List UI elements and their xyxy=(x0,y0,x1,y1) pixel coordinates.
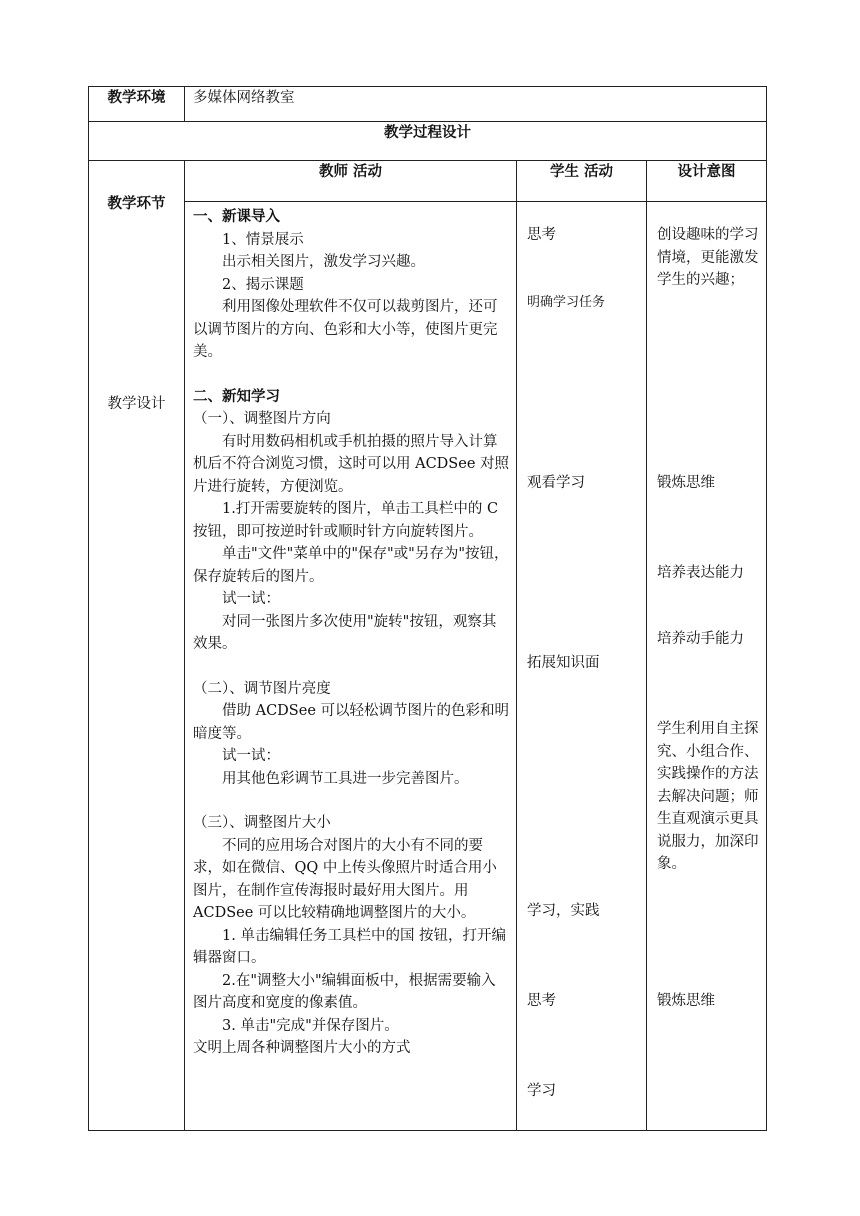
column-header-row xyxy=(89,161,767,202)
teacher-paragraph: （三）、调整图片大小 xyxy=(193,815,331,831)
student-item: 拓展知识面 xyxy=(527,655,600,671)
teacher-paragraph: 1、情景展示 xyxy=(222,231,304,248)
student-item: 明确学习任务 xyxy=(527,295,606,310)
teacher-paragraph: 不同的应用场合对图片的大小有不同的要求，如在微信、QQ 中上传头像照片时适合用小图片，在制作宣传海报时最好用大图片。用 ACDSee 可以比较精确地调整图片的大小。 xyxy=(193,837,497,921)
student-item: 思考 xyxy=(527,993,556,1009)
student-activity-cell xyxy=(517,202,647,1131)
teacher-paragraph: 2、揭示课题 xyxy=(222,276,304,293)
teacher-paragraph: 试一试： xyxy=(222,591,280,607)
teacher-paragraph: （一）、调整图片方向 xyxy=(193,411,331,427)
process-title: 教学过程设计 xyxy=(89,122,767,161)
teacher-activity-cell xyxy=(185,202,517,1131)
intent-item: 锻炼思维 xyxy=(657,993,715,1009)
student-item: 学习，实践 xyxy=(527,903,600,919)
stage-cell xyxy=(89,161,185,1131)
student-header: 学生 活动 xyxy=(517,161,647,202)
paragraph-gap xyxy=(193,790,510,812)
teacher-paragraph: 单击"文件"菜单中的"保存"或"另存为"按钮，保存旋转后的图片。 xyxy=(193,546,509,585)
teacher-paragraph: 借助 ACDSee 可以轻松调节图片的色彩和明暗度等。 xyxy=(193,703,510,742)
teacher-paragraph: （二）、调节图片亮度 xyxy=(193,680,331,697)
intent-header: 设计意图 xyxy=(647,161,767,202)
env-row xyxy=(89,87,767,122)
teacher-paragraph: 试一试： xyxy=(222,748,280,764)
stage-body-label: 教学设计 xyxy=(107,396,166,412)
teacher-paragraph: 3. 单击"完成"并保存图片。 xyxy=(222,1017,399,1034)
teacher-paragraph: 对同一张图片多次使用"旋转"按钮，观察其效果。 xyxy=(193,613,497,652)
student-item: 观看学习 xyxy=(527,475,585,491)
stage-header: 教学环节 xyxy=(107,196,166,212)
design-intent-cell xyxy=(647,202,767,1131)
teacher-paragraph: 一、新课导入 xyxy=(193,209,280,225)
teacher-paragraph: 1.打开需要旋转的图片，单击工具栏中的 C 按钮，即可按逆时针或顺时针方向旋转图片。 xyxy=(193,501,499,540)
teacher-paragraph: 出示相关图片，激发学习兴趣。 xyxy=(222,254,425,270)
body-row xyxy=(89,202,767,1131)
intent-item: 培养动手能力 xyxy=(657,631,744,647)
env-label: 教学环境 xyxy=(89,87,185,122)
intent-item: 学生利用自主探究、小组合作、实践操作的方法去解决问题；师生直观演示更具说服力，加深印象。 xyxy=(657,721,759,872)
teacher-paragraph: 1. 单击编辑任务工具栏中的国 按钮，打开编辑器窗口。 xyxy=(193,927,507,966)
teacher-paragraph: 用其他色彩调节工具进一步完善图片。 xyxy=(222,770,469,787)
paragraph-gap xyxy=(193,656,510,678)
process-title-row xyxy=(89,122,767,161)
lesson-plan-table xyxy=(88,86,767,1131)
env-value: 多媒体网络教室 xyxy=(185,87,767,122)
teacher-header: 教师 活动 xyxy=(185,161,517,202)
teacher-paragraph: 利用图像处理软件不仅可以裁剪图片，还可以调节图片的方向、色彩和大小等，使图片更完美。 xyxy=(193,299,498,360)
intent-item: 创设趣味的学习情境，更能激发学生的兴趣； xyxy=(657,227,759,288)
teacher-paragraph: 有时用数码相机或手机拍摄的照片导入计算机后不符合浏览习惯，这时可以用 ACDSee 对照片进行旋转，方便浏览。 xyxy=(193,433,510,495)
student-item: 学习 xyxy=(527,1083,556,1099)
teacher-paragraph: 2.在"调整大小"编辑面板中，根据需要输入图片高度和宽度的像素值。 xyxy=(193,972,496,1011)
paragraph-gap xyxy=(193,364,510,386)
intent-item: 培养表达能力 xyxy=(657,565,744,581)
intent-item: 锻炼思维 xyxy=(657,475,715,491)
teacher-activity-list xyxy=(193,206,510,1060)
teacher-paragraph: 二、新知学习 xyxy=(193,388,280,405)
teacher-paragraph: 文明上周各种调整图片大小的方式 xyxy=(193,1040,411,1056)
student-item: 思考 xyxy=(527,227,556,243)
